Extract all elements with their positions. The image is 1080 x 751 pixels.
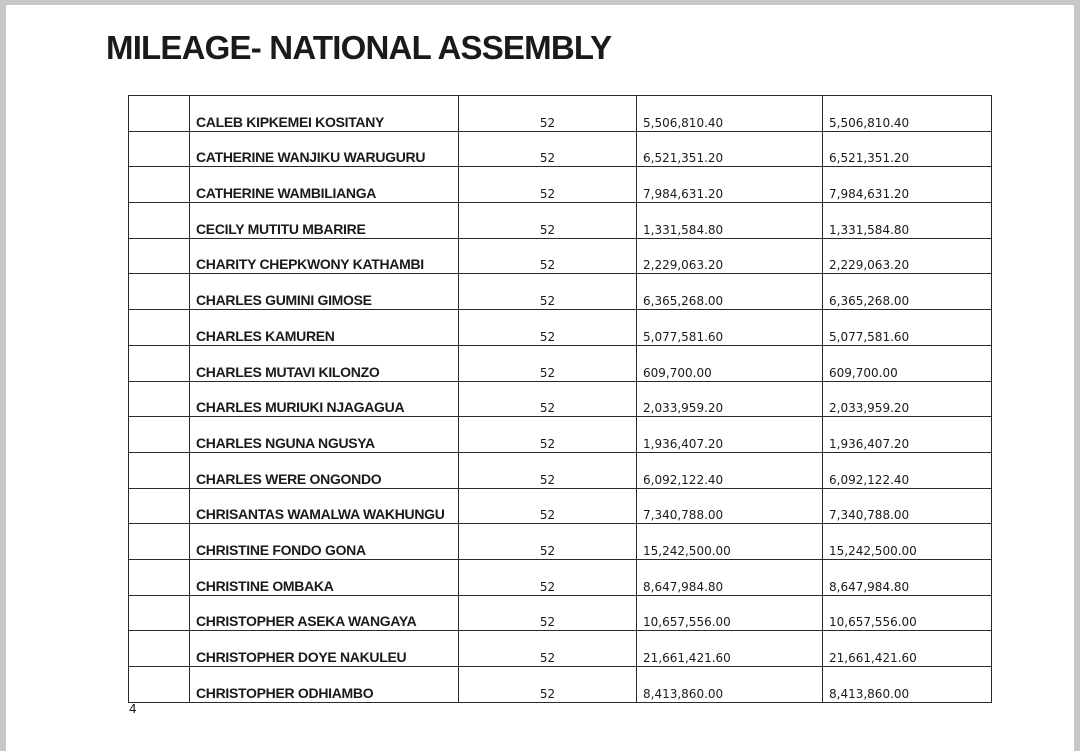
total-cell: 1,936,407.20 — [823, 417, 992, 453]
row-number-cell — [129, 167, 190, 203]
page-number: 4 — [129, 702, 137, 716]
table-row — [129, 310, 992, 346]
total-cell: 6,365,268.00 — [823, 274, 992, 310]
member-name-cell: CHRISTOPHER ODHIAMBO — [190, 667, 459, 703]
row-number-cell — [129, 559, 190, 595]
code-cell: 52 — [459, 595, 637, 631]
amount-cell: 2,033,959.20 — [637, 381, 823, 417]
code-cell: 52 — [459, 238, 637, 274]
total-cell: 7,340,788.00 — [823, 488, 992, 524]
member-name-cell: CECILY MUTITU MBARIRE — [190, 203, 459, 239]
row-number-cell — [129, 452, 190, 488]
row-number-cell — [129, 631, 190, 667]
total-cell: 8,413,860.00 — [823, 667, 992, 703]
amount-cell: 8,647,984.80 — [637, 559, 823, 595]
amount-cell: 15,242,500.00 — [637, 524, 823, 560]
code-cell: 52 — [459, 631, 637, 667]
row-number-cell — [129, 203, 190, 239]
amount-cell: 21,661,421.60 — [637, 631, 823, 667]
member-name-cell: CATHERINE WAMBILIANGA — [190, 167, 459, 203]
code-cell: 52 — [459, 167, 637, 203]
member-name-cell: CHRISANTAS WAMALWA WAKHUNGU — [190, 488, 459, 524]
member-name-cell: CHARLES GUMINI GIMOSE — [190, 274, 459, 310]
page-title: MILEAGE- NATIONAL ASSEMBLY — [106, 29, 612, 66]
amount-cell: 609,700.00 — [637, 345, 823, 381]
member-name-cell: CHRISTOPHER DOYE NAKULEU — [190, 631, 459, 667]
row-number-cell — [129, 488, 190, 524]
table-row — [129, 559, 992, 595]
table-row — [129, 96, 992, 132]
amount-cell: 6,092,122.40 — [637, 452, 823, 488]
table-row — [129, 452, 992, 488]
table-row — [129, 524, 992, 560]
total-cell: 15,242,500.00 — [823, 524, 992, 560]
code-cell: 52 — [459, 131, 637, 167]
code-cell: 52 — [459, 452, 637, 488]
document-page — [6, 5, 1074, 751]
amount-cell: 6,521,351.20 — [637, 131, 823, 167]
total-cell: 2,229,063.20 — [823, 238, 992, 274]
amount-cell: 5,506,810.40 — [637, 96, 823, 132]
table-row — [129, 667, 992, 703]
member-name-cell: CALEB KIPKEMEI KOSITANY — [190, 96, 459, 132]
total-cell: 8,647,984.80 — [823, 559, 992, 595]
row-number-cell — [129, 667, 190, 703]
code-cell: 52 — [459, 310, 637, 346]
table-row — [129, 488, 992, 524]
amount-cell: 5,077,581.60 — [637, 310, 823, 346]
code-cell: 52 — [459, 345, 637, 381]
code-cell: 52 — [459, 274, 637, 310]
row-number-cell — [129, 595, 190, 631]
amount-cell: 8,413,860.00 — [637, 667, 823, 703]
code-cell: 52 — [459, 203, 637, 239]
amount-cell: 1,936,407.20 — [637, 417, 823, 453]
member-name-cell: CHARLES MURIUKI NJAGAGUA — [190, 381, 459, 417]
member-name-cell: CATHERINE WANJIKU WARUGURU — [190, 131, 459, 167]
total-cell: 609,700.00 — [823, 345, 992, 381]
table-row — [129, 381, 992, 417]
total-cell: 21,661,421.60 — [823, 631, 992, 667]
code-cell: 52 — [459, 96, 637, 132]
amount-cell: 6,365,268.00 — [637, 274, 823, 310]
table-body — [129, 96, 992, 703]
table-row — [129, 131, 992, 167]
code-cell: 52 — [459, 667, 637, 703]
row-number-cell — [129, 131, 190, 167]
row-number-cell — [129, 417, 190, 453]
total-cell: 10,657,556.00 — [823, 595, 992, 631]
code-cell: 52 — [459, 559, 637, 595]
code-cell: 52 — [459, 488, 637, 524]
table-row — [129, 238, 992, 274]
row-number-cell — [129, 345, 190, 381]
row-number-cell — [129, 274, 190, 310]
member-name-cell: CHARLES NGUNA NGUSYA — [190, 417, 459, 453]
row-number-cell — [129, 238, 190, 274]
mileage-table — [128, 95, 992, 703]
amount-cell: 2,229,063.20 — [637, 238, 823, 274]
member-name-cell: CHRISTOPHER ASEKA WANGAYA — [190, 595, 459, 631]
member-name-cell: CHRISTINE FONDO GONA — [190, 524, 459, 560]
row-number-cell — [129, 96, 190, 132]
table-row — [129, 167, 992, 203]
member-name-cell: CHARLES MUTAVI KILONZO — [190, 345, 459, 381]
code-cell: 52 — [459, 524, 637, 560]
member-name-cell: CHARLES WERE ONGONDO — [190, 452, 459, 488]
table-row — [129, 417, 992, 453]
total-cell: 6,092,122.40 — [823, 452, 992, 488]
table-row — [129, 203, 992, 239]
amount-cell: 1,331,584.80 — [637, 203, 823, 239]
member-name-cell: CHRISTINE OMBAKA — [190, 559, 459, 595]
table-row — [129, 274, 992, 310]
total-cell: 6,521,351.20 — [823, 131, 992, 167]
member-name-cell: CHARLES KAMUREN — [190, 310, 459, 346]
amount-cell: 7,984,631.20 — [637, 167, 823, 203]
row-number-cell — [129, 310, 190, 346]
code-cell: 52 — [459, 381, 637, 417]
table-row — [129, 345, 992, 381]
amount-cell: 7,340,788.00 — [637, 488, 823, 524]
total-cell: 2,033,959.20 — [823, 381, 992, 417]
code-cell: 52 — [459, 417, 637, 453]
table-row — [129, 631, 992, 667]
total-cell: 5,077,581.60 — [823, 310, 992, 346]
table-row — [129, 595, 992, 631]
total-cell: 5,506,810.40 — [823, 96, 992, 132]
total-cell: 7,984,631.20 — [823, 167, 992, 203]
member-name-cell: CHARITY CHEPKWONY KATHAMBI — [190, 238, 459, 274]
amount-cell: 10,657,556.00 — [637, 595, 823, 631]
row-number-cell — [129, 381, 190, 417]
total-cell: 1,331,584.80 — [823, 203, 992, 239]
row-number-cell — [129, 524, 190, 560]
